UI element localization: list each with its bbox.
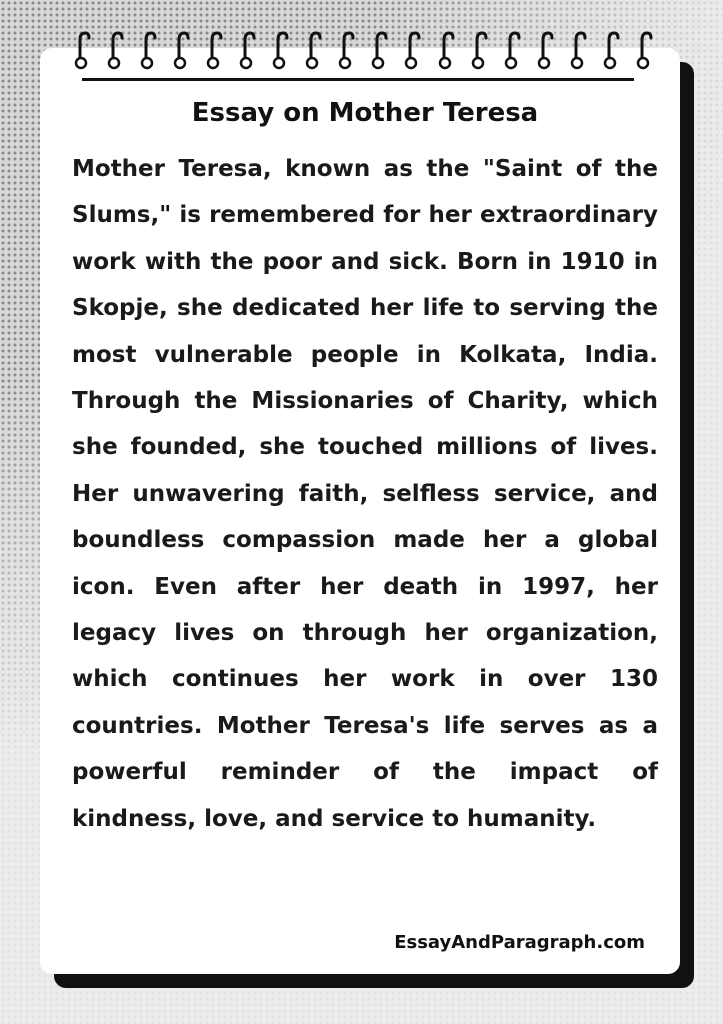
- spiral-ring-icon: [305, 30, 323, 72]
- spiral-ring-icon: [504, 30, 522, 72]
- spiral-ring-icon: [206, 30, 224, 72]
- spiral-ring-icon: [636, 30, 654, 72]
- header-rule: [82, 78, 634, 81]
- source-watermark: EssayAndParagraph.com: [394, 932, 645, 953]
- spiral-ring-icon: [338, 30, 356, 72]
- spiral-binding: [74, 30, 654, 72]
- spiral-ring-icon: [570, 30, 588, 72]
- spiral-ring-icon: [404, 30, 422, 72]
- spiral-ring-icon: [173, 30, 191, 72]
- spiral-ring-icon: [140, 30, 158, 72]
- spiral-ring-icon: [371, 30, 389, 72]
- spiral-ring-icon: [239, 30, 257, 72]
- spiral-ring-icon: [272, 30, 290, 72]
- essay-title: Essay on Mother Teresa: [191, 98, 539, 128]
- spiral-ring-icon: [537, 30, 555, 72]
- spiral-ring-icon: [74, 30, 92, 72]
- spiral-ring-icon: [471, 30, 489, 72]
- spiral-ring-icon: [107, 30, 125, 72]
- spiral-ring-icon: [603, 30, 621, 72]
- essay-body: Mother Teresa, known as the "Saint of the Slums," is remembered for her extraordinary work with the poor and sick. Born in 1910 in Skopje, she dedicated her life to serving the most vulnerable people in Kolkata, India. Through the Missionaries of Charity, which she founded, she touched millions of lives. Her unwavering faith, selfless service, and boundless compassion made her a global icon. Even after her death in 1997, her legacy lives on through her organization, which continues her work in over 130 countries. Mother Teresa's life serves as a powerful reminder of the impact of kindness, love, and service to humanity.: [72, 156, 658, 832]
- spiral-ring-icon: [438, 30, 456, 72]
